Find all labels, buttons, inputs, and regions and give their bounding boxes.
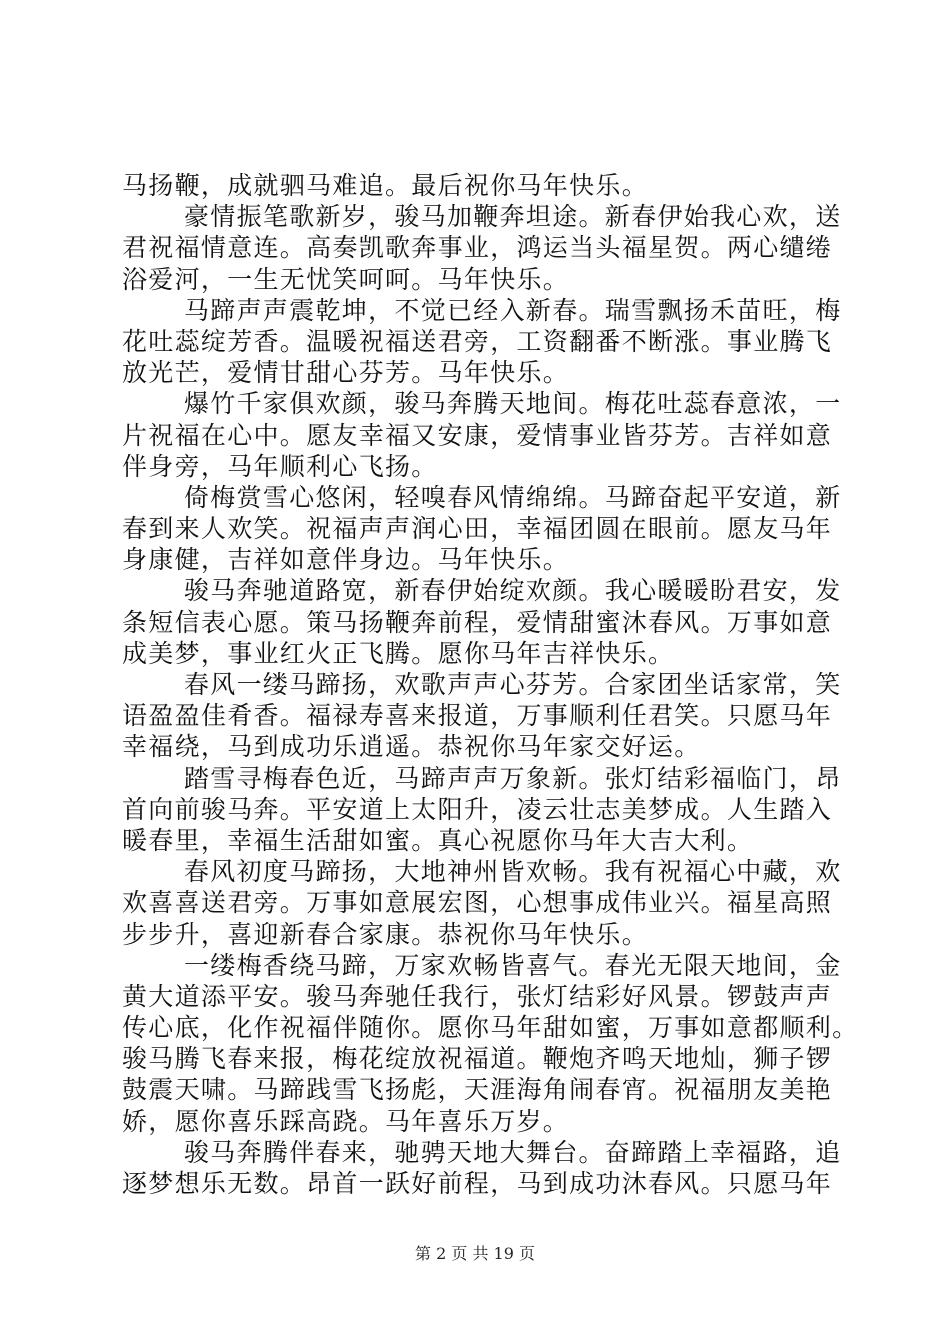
text-line: 首向前骏马奔。平安道上太阳升，凌云壮志美梦成。人生踏入 [122,794,833,824]
text-line: 条短信表心愿。策马扬鞭奔前程，爱情甜蜜沐春风。万事如意 [122,607,833,637]
text-line: 黄大道添平安。骏马奔驰任我行，张灯结彩好风景。锣鼓声声 [122,981,833,1011]
text-line: 春风一缕马蹄扬，欢歌声声心芬芳。合家团坐话家常，笑 [184,670,842,699]
text-line: 成美梦，事业红火正飞腾。愿你马年吉祥快乐。 [122,638,675,668]
text-line: 倚梅赏雪心悠闲，轻嗅春风情绵绵。马蹄奋起平安道，新 [184,482,842,512]
text-line: 步步升，喜迎新春合家康。恭祝你马年快乐。 [122,919,649,949]
page-number-footer: 第 2 页 共 19 页 [415,1244,535,1263]
text-line: 鼓震天啸。马蹄践雪飞扬彪，天涯海角闹春宵。祝福朋友美艳 [122,1075,833,1105]
document-body [122,170,859,1199]
text-line: 骏马奔腾伴春来，驰骋天地大舞台。奋蹄踏上幸福路，追 [184,1137,842,1167]
text-line: 放光芒，爱情甘甜心芬芳。马年快乐。 [122,358,570,388]
text-line: 娇，愿你喜乐踩高跷。马年喜乐万岁。 [122,1106,570,1136]
text-line: 身康健，吉祥如意伴身边。马年快乐。 [122,545,570,575]
text-line: 春风初度马蹄扬，大地神州皆欢畅。我有祝福心中藏，欢 [184,857,842,887]
text-line: 花吐蕊绽芳香。温暖祝福送君旁，工资翻番不断涨。事业腾飞 [122,326,833,356]
text-line: 传心底，化作祝福伴随你。愿你马年甜如蜜，万事如意都顺利。 [122,1013,859,1043]
text-line: 幸福绕，马到成功乐逍遥。恭祝你马年家交好运。 [122,732,701,762]
text-line: 暖春里，幸福生活甜如蜜。真心祝愿你马年大吉大利。 [122,825,754,855]
text-line: 君祝福情意连。高奏凯歌奔事业，鸿运当头福星贺。两心缱绻 [122,233,833,263]
text-line: 踏雪寻梅春色近，马蹄声声万象新。张灯结彩福临门，昂 [184,763,842,793]
text-line: 春到来人欢笑。祝福声声润心田，幸福团圆在眼前。愿友马年 [122,514,833,544]
text-line: 逐梦想乐无数。昂首一跃好前程，马到成功沐春风。只愿马年 [122,1169,833,1198]
text-line: 马蹄声声震乾坤，不觉已经入新春。瑞雪飘扬禾苗旺，梅 [184,295,842,325]
text-line: 骏马奔驰道路宽，新春伊始绽欢颜。我心暖暖盼君安，发 [184,576,842,606]
text-line: 欢喜喜送君旁。万事如意展宏图，心想事成伟业兴。福星高照 [122,888,833,918]
text-line: 马扬鞭，成就驷马难追。最后祝你马年快乐。 [122,171,649,200]
text-line: 片祝福在心中。愿友幸福又安康，爱情事业皆芬芳。吉祥如意 [122,420,833,450]
text-line: 骏马腾飞春来报，梅花绽放祝福道。鞭炮齐鸣天地灿，狮子锣 [122,1044,833,1074]
text-line: 爆竹千家俱欢颜，骏马奔腾天地间。梅花吐蕊春意浓，一 [184,389,842,419]
text-line: 一缕梅香绕马蹄，万家欢畅皆喜气。春光无限天地间，金 [184,950,842,980]
text-line: 豪情振笔歌新岁，骏马加鞭奔坦途。新春伊始我心欢，送 [184,202,842,232]
text-line: 语盈盈佳肴香。福禄寿喜来报道，万事顺利任君笑。只愿马年 [122,701,833,731]
text-line: 浴爱河，一生无忧笑呵呵。马年快乐。 [122,264,570,294]
text-line: 伴身旁，马年顺利心飞扬。 [122,451,438,481]
